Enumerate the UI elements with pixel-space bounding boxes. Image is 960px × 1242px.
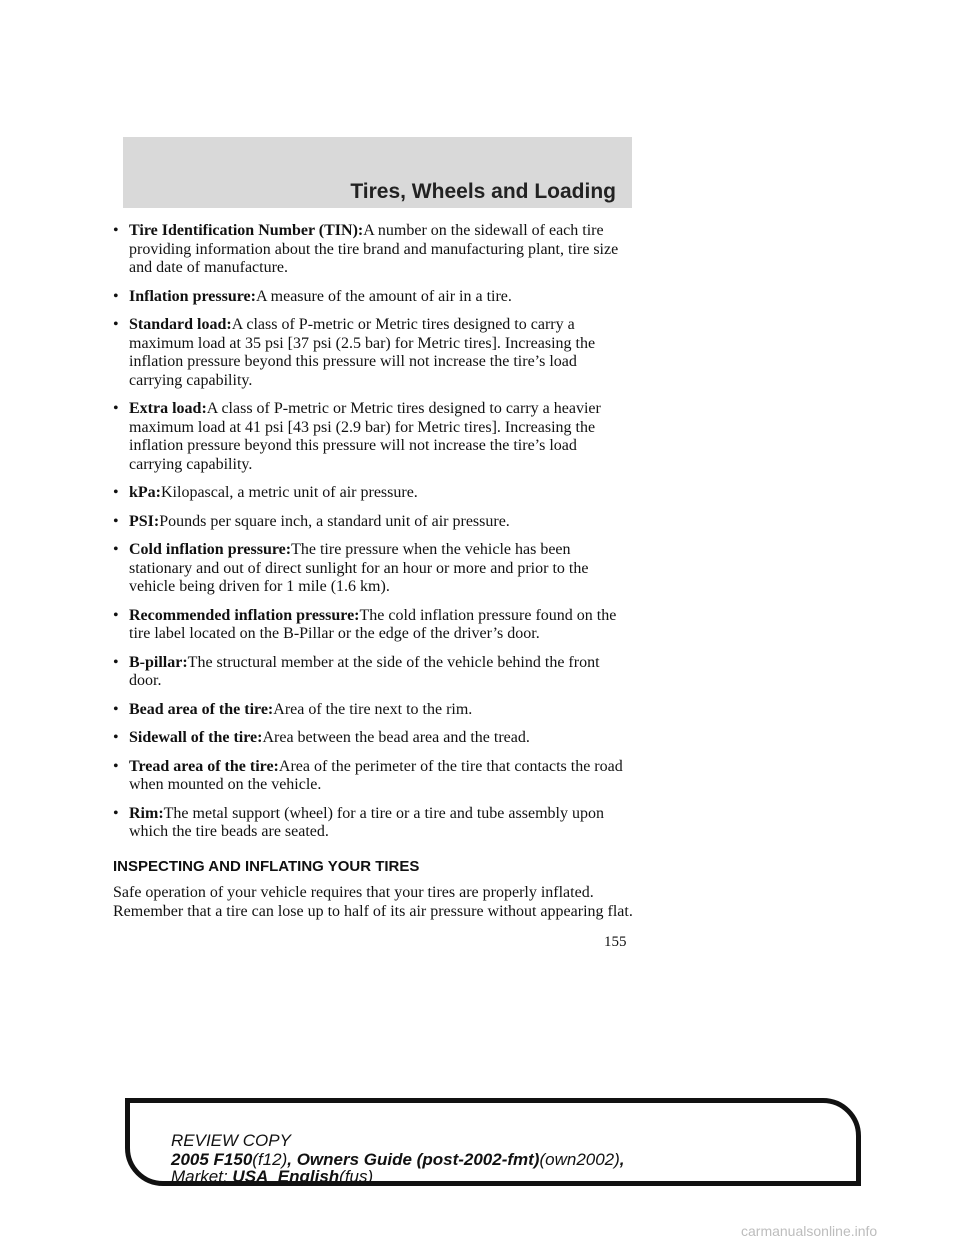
watermark: carmanualsonline.info [741, 1223, 878, 1239]
definition-text: Kilopascal, a metric unit of air pressure. [161, 484, 418, 501]
bullet-icon: • [113, 757, 119, 775]
definition-term: Cold inflation pressure: [129, 541, 292, 558]
definition-text: The structural member at the side of the vehicle behind the front door. [129, 653, 600, 689]
section-paragraph: Safe operation of your vehicle requires that your tires are properly inflated. Remember that a tire can lose up to half of its air pressure without appearing flat. [113, 884, 633, 920]
definition-text: Area of the tire next to the rim. [273, 700, 473, 718]
definition-text: The metal support (wheel) for a tire or a tire and tube assembly upon which the tire beads are seated. [129, 804, 604, 840]
definition-item [113, 607, 633, 644]
definition-term: Tread area of the tire: [129, 757, 279, 775]
definition-text: Area between the bead area and the tread. [262, 729, 530, 746]
guide-name: , Owners Guide (post-2002-fmt) [287, 1150, 540, 1169]
market-label: Market: [171, 1167, 228, 1186]
review-copy-box [125, 1098, 861, 1186]
bullet-icon: • [113, 512, 119, 530]
definition-item [113, 316, 633, 390]
definition-term: PSI: [129, 512, 160, 530]
definition-item [113, 288, 633, 307]
definition-item [113, 729, 633, 748]
model-name: 2005 F150 [171, 1150, 253, 1169]
bullet-icon: • [113, 700, 119, 718]
section-heading: INSPECTING AND INFLATING YOUR TIRES [113, 857, 420, 875]
definition-item [113, 758, 633, 795]
definition-term: Sidewall of the tire: [129, 729, 263, 746]
bullet-icon: • [113, 653, 119, 671]
chapter-title: Tires, Wheels and Loading [350, 180, 616, 203]
definition-term: Recommended inflation pressure: [129, 606, 360, 624]
chapter-header-band [123, 137, 632, 208]
market-name: USA_English [232, 1167, 340, 1186]
definition-text: The cold inflation pressure found on the tire label located on the B-Pillar or the edge of the driver’s door. [129, 606, 617, 642]
definition-term: Inflation pressure: [129, 287, 256, 305]
definition-term: Standard load: [129, 316, 232, 333]
bullet-icon: • [113, 541, 119, 558]
definition-item [113, 701, 633, 720]
definition-item [113, 513, 633, 532]
bullet-icon: • [113, 222, 119, 239]
definition-term: Tire Identification Number (TIN): [129, 222, 364, 239]
separator-comma: , [619, 1150, 625, 1169]
bullet-icon: • [113, 400, 119, 417]
market-code: (fus) [339, 1167, 374, 1186]
bullet-icon: • [113, 804, 119, 822]
definition-term: Bead area of the tire: [129, 700, 274, 718]
review-copy-label: REVIEW COPY [171, 1131, 291, 1150]
page-number: 155 [604, 934, 627, 950]
definition-item [113, 805, 633, 842]
definition-text: A measure of the amount of air in a tire. [255, 287, 512, 305]
definition-item [113, 222, 633, 278]
definition-term: B-pillar: [129, 653, 188, 671]
guide-code: (own2002) [539, 1150, 620, 1169]
bullet-icon: • [113, 316, 119, 333]
page-content [113, 222, 633, 921]
bullet-icon: • [113, 484, 119, 501]
bullet-icon: • [113, 606, 119, 624]
definition-text: A class of P-metric or Metric tires designed to carry a maximum load at 35 psi [37 psi (2.5 bar) for Metric tires]. Increasing the inflation pressure beyond this pressure will not increase the tire’s load carrying capability. [129, 316, 596, 389]
definition-text: A number on the sidewall of each tire providing information about the tire brand and manufacturing plant, tire size and date of manufacture. [129, 222, 619, 276]
definition-text: A class of P-metric or Metric tires designed to carry a heavier maximum load at 41 psi [43 psi (2.9 bar) for Metric tires]. Increasing the inflation pressure beyond this pressure will not increase the tire’s load carrying capability. [129, 400, 601, 473]
bullet-icon: • [113, 729, 119, 746]
definition-term: Extra load: [129, 400, 207, 417]
definition-term: kPa: [129, 484, 161, 501]
definition-item [113, 654, 633, 691]
definition-item [113, 541, 633, 597]
definition-text: The tire pressure when the vehicle has been stationary and out of direct sunlight for an hour or more and prior to the vehicle being driven for 1 mile (1.6 km). [129, 541, 589, 595]
bullet-icon: • [113, 287, 119, 305]
definition-text: Area of the perimeter of the tire that contacts the road when mounted on the vehicle. [129, 757, 623, 793]
definition-item [113, 400, 633, 474]
definition-term: Rim: [129, 804, 164, 822]
definition-item [113, 484, 633, 503]
model-code: (f12) [252, 1150, 288, 1169]
definition-text: Pounds per square inch, a standard unit of air pressure. [159, 512, 510, 530]
market-info [171, 1167, 373, 1187]
